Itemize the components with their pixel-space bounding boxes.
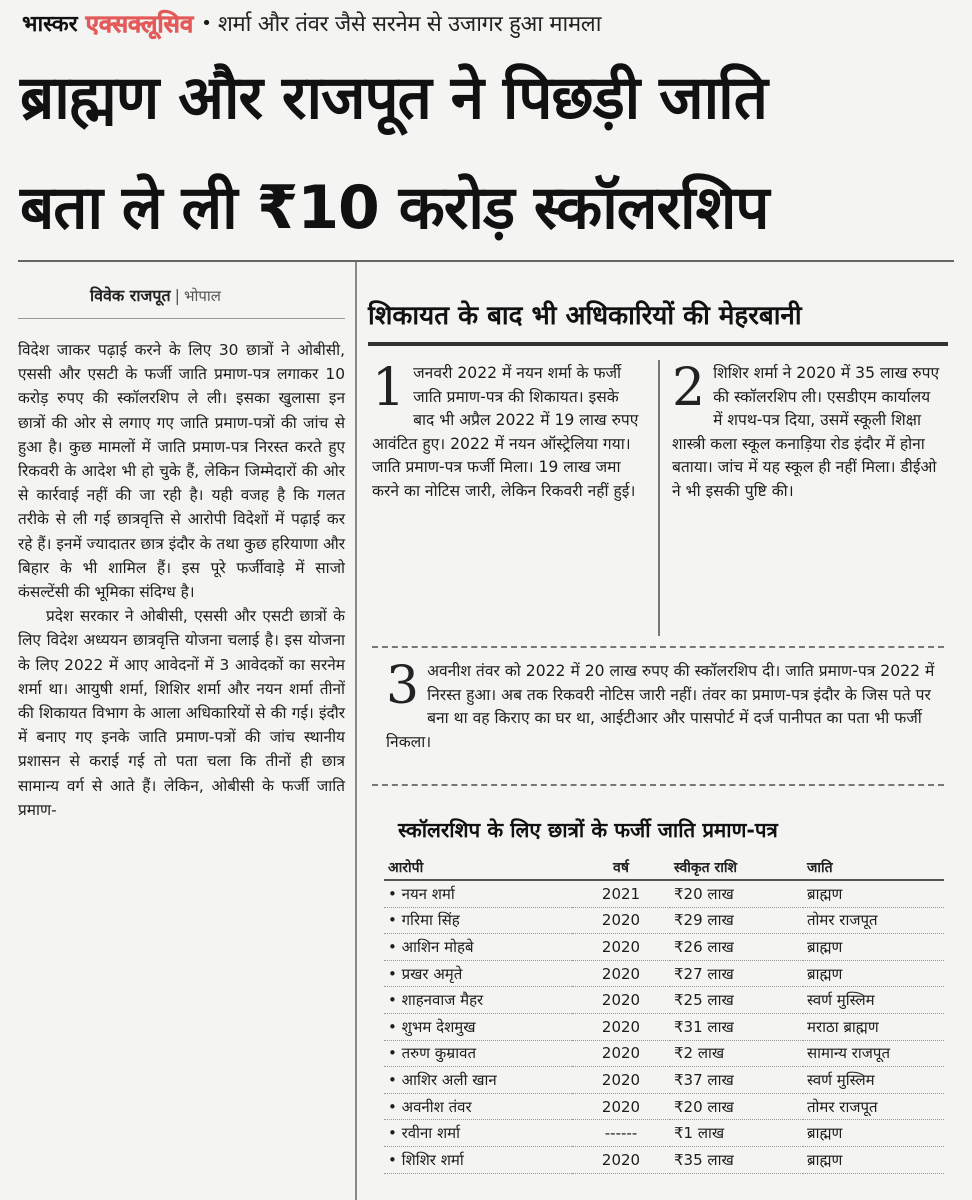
point-2 xyxy=(672,358,942,504)
cell-year: 2020 xyxy=(572,987,670,1014)
cell-name: • शुभम देशमुख xyxy=(384,1013,572,1040)
cell-caste: ब्राह्मण xyxy=(803,880,944,907)
brand-name: भास्कर xyxy=(22,12,78,37)
cell-amount: ₹20 लाख xyxy=(670,1093,803,1120)
table-row xyxy=(384,987,944,1014)
cell-caste: मराठा ब्राह्मण xyxy=(803,1013,944,1040)
kicker-text: शर्मा और तंवर जैसे सरनेम से उजागर हुआ मामला xyxy=(217,12,602,37)
cell-caste: स्वर्ण मुस्लिम xyxy=(803,987,944,1014)
cell-year: 2020 xyxy=(572,960,670,987)
cell-caste: ब्राह्मण xyxy=(803,1120,944,1147)
table-row xyxy=(384,1120,944,1147)
point-1 xyxy=(372,358,644,504)
cell-year: 2020 xyxy=(572,1093,670,1120)
table-row xyxy=(384,1093,944,1120)
point-3-text: अवनीश तंवर को 2022 में 20 लाख रुपए की स्कॉलरशिप दी। जाति प्रमाण-पत्र 2022 में निरस्त हुआ। अब तक रिकवरी नोटिस जारी नहीं। तंवर का प्रमाण-पत्र इंदौर के जिस पते पर बना था वह किराए का घर था, आईटीआर और पासपोर्ट में दर्ज पानीपत का पता भी फर्जी निकला। xyxy=(386,662,935,751)
cell-caste: तोमर राजपूत xyxy=(803,907,944,934)
exclusive-tag: एक्सक्लूसिव xyxy=(85,9,194,38)
header-accused: आरोपी xyxy=(384,855,572,880)
cell-amount: ₹20 लाख xyxy=(670,880,803,907)
headline-line-1: ब्राह्मण और राजपूत ने पिछड़ी जाति xyxy=(20,63,767,133)
cell-amount: ₹2 लाख xyxy=(670,1040,803,1067)
headline-rule xyxy=(18,260,954,262)
header-caste: जाति xyxy=(803,855,944,880)
cell-amount: ₹31 लाख xyxy=(670,1013,803,1040)
point-3 xyxy=(386,656,946,754)
section-rule xyxy=(368,342,948,346)
table-row xyxy=(384,880,944,907)
kicker-bullet: • xyxy=(201,12,212,34)
cell-name: • तरुण कुम्रावत xyxy=(384,1040,572,1067)
byline-author: विवेक राजपूत xyxy=(90,286,171,305)
cell-caste: तोमर राजपूत xyxy=(803,1093,944,1120)
cell-name: • आशिन मोहबे xyxy=(384,934,572,961)
headline-line-2: बता ले ली ₹10 करोड़ स्कॉलरशिप xyxy=(20,173,769,243)
table-row xyxy=(384,934,944,961)
cell-name: • नयन शर्मा xyxy=(384,880,572,907)
cell-amount: ₹37 लाख xyxy=(670,1067,803,1094)
point-2-text: शिशिर शर्मा ने 2020 में 35 लाख रुपए की स्कॉलरशिप ली। एसडीएम कार्यालय में शपथ-पत्र दिया, उसमें स्कूली शिक्षा शास्त्री कला स्कूल कनाड़िया रोड इंदौर में होना बताया। जांच में यह स्कूल ही नहीं मिला। डीईओ ने भी इसकी पुष्टि की। xyxy=(672,364,940,500)
cell-caste: स्वर्ण मुस्लिम xyxy=(803,1067,944,1094)
table-row xyxy=(384,1040,944,1067)
table-row xyxy=(384,1146,944,1173)
body-paragraph-1: विदेश जाकर पढ़ाई करने के लिए 30 छात्रों ने ओबीसी, एससी और एसटी के फर्जी जाति प्रमाण-पत्र लगाकर 10 करोड़ रुपए की स्कॉलरशिप ले ली। इसका खुलासा इन छात्रों की ओर से लगाए गए जाति प्रमाण-पत्रों की जांच से हुआ है। कुछ मामलों में जाति प्रमाण-पत्र निरस्त करते हुए रिकवरी के आदेश भी हो चुके हैं, लेकिन जिम्मेदारों की ओर से कार्रवाई नहीं की जा रही है। यही वजह है कि गलत तरीके से ली गई छात्रवृत्ति से आरोपी विदेशों में पढ़ाई कर रहे हैं। इनमें ज्यादातर छात्र इंदौर के तथा कुछ हरियाणा और बिहार के भी शामिल हैं। इस पूरे फर्जीवाड़े में साजो कंसल्टेंसी की भूमिका संदिग्ध है। xyxy=(18,341,345,602)
cell-amount: ₹1 लाख xyxy=(670,1120,803,1147)
cell-amount: ₹27 लाख xyxy=(670,960,803,987)
byline-rule xyxy=(18,318,345,319)
cell-caste: ब्राह्मण xyxy=(803,1146,944,1173)
cell-name: • शाहनवाज मैहर xyxy=(384,987,572,1014)
point-2-number: 2 xyxy=(672,358,706,418)
column-divider xyxy=(355,262,357,1200)
byline-separator: | xyxy=(174,286,180,305)
cell-caste: ब्राह्मण xyxy=(803,934,944,961)
cell-year: ------ xyxy=(572,1120,670,1147)
cell-amount: ₹35 लाख xyxy=(670,1146,803,1173)
cell-amount: ₹29 लाख xyxy=(670,907,803,934)
point-1-text: जनवरी 2022 में नयन शर्मा के फर्जी जाति प्रमाण-पत्र की शिकायत। इसके बाद भी अप्रैल 2022 में 19 लाख रुपए आवंटित हुए। 2022 में नयन ऑस्ट्रेलिया गया। जाति प्रमाण-पत्र फर्जी मिला। 19 लाख जमा करने का नोटिस जारी, लेकिन रिकवरी नहीं हुई। xyxy=(372,364,639,500)
byline xyxy=(90,284,221,306)
cell-name: • शिशिर शर्मा xyxy=(384,1146,572,1173)
cell-year: 2020 xyxy=(572,907,670,934)
points-separator xyxy=(372,646,944,648)
cell-name: • प्रखर अमृते xyxy=(384,960,572,987)
left-column-body xyxy=(18,338,345,822)
table-header-row xyxy=(384,855,944,880)
cell-amount: ₹25 लाख xyxy=(670,987,803,1014)
table-separator xyxy=(372,784,944,786)
point-1-number: 1 xyxy=(372,358,406,418)
cell-year: 2020 xyxy=(572,934,670,961)
cell-year: 2020 xyxy=(572,1067,670,1094)
point-3-number: 3 xyxy=(386,656,420,716)
cell-name: • रवीना शर्मा xyxy=(384,1120,572,1147)
cell-amount: ₹26 लाख xyxy=(670,934,803,961)
cell-year: 2020 xyxy=(572,1146,670,1173)
cell-caste: ब्राह्मण xyxy=(803,960,944,987)
byline-location: भोपाल xyxy=(183,287,221,305)
cell-year: 2020 xyxy=(572,1040,670,1067)
section-heading: शिकायत के बाद भी अधिकारियों की मेहरबानी xyxy=(368,301,802,331)
cell-name: • गरिमा सिंह xyxy=(384,907,572,934)
header-year: वर्ष xyxy=(572,855,670,880)
kicker-strip xyxy=(22,6,952,40)
cell-caste: सामान्य राजपूत xyxy=(803,1040,944,1067)
table-title: स्कॉलरशिप के लिए छात्रों के फर्जी जाति प्रमाण-पत्र xyxy=(398,818,778,842)
cell-year: 2020 xyxy=(572,1013,670,1040)
header-amount: स्वीकृत राशि xyxy=(670,855,803,880)
table-row xyxy=(384,960,944,987)
scholarship-table xyxy=(384,855,944,1174)
cell-name: • अवनीश तंवर xyxy=(384,1093,572,1120)
table-row xyxy=(384,1013,944,1040)
points-divider xyxy=(658,360,660,636)
table-row xyxy=(384,907,944,934)
body-paragraph-2: प्रदेश सरकार ने ओबीसी, एससी और एसटी छात्रों के लिए विदेश अध्ययन छात्रवृत्ति योजना चलाई है। इस योजना के लिए 2022 में आए आवेदनों में 3 आवेदकों का सरनेम शर्मा था। आयुषी शर्मा, शिशिर शर्मा और नयन शर्मा तीनों की शिकायत विभाग के आला अधिकारियों से की गई। इंदौर में बनाए गए इनके जाति प्रमाण-पत्रों की जांच स्थानीय प्रशासन से कराई गई तो पता चला कि तीनों ही छात्र सामान्य वर्ग से आते हैं। लेकिन, ओबीसी के फर्जी जाति प्रमाण- xyxy=(18,607,345,819)
cell-name: • आशिर अली खान xyxy=(384,1067,572,1094)
table-row xyxy=(384,1067,944,1094)
cell-year: 2021 xyxy=(572,880,670,907)
